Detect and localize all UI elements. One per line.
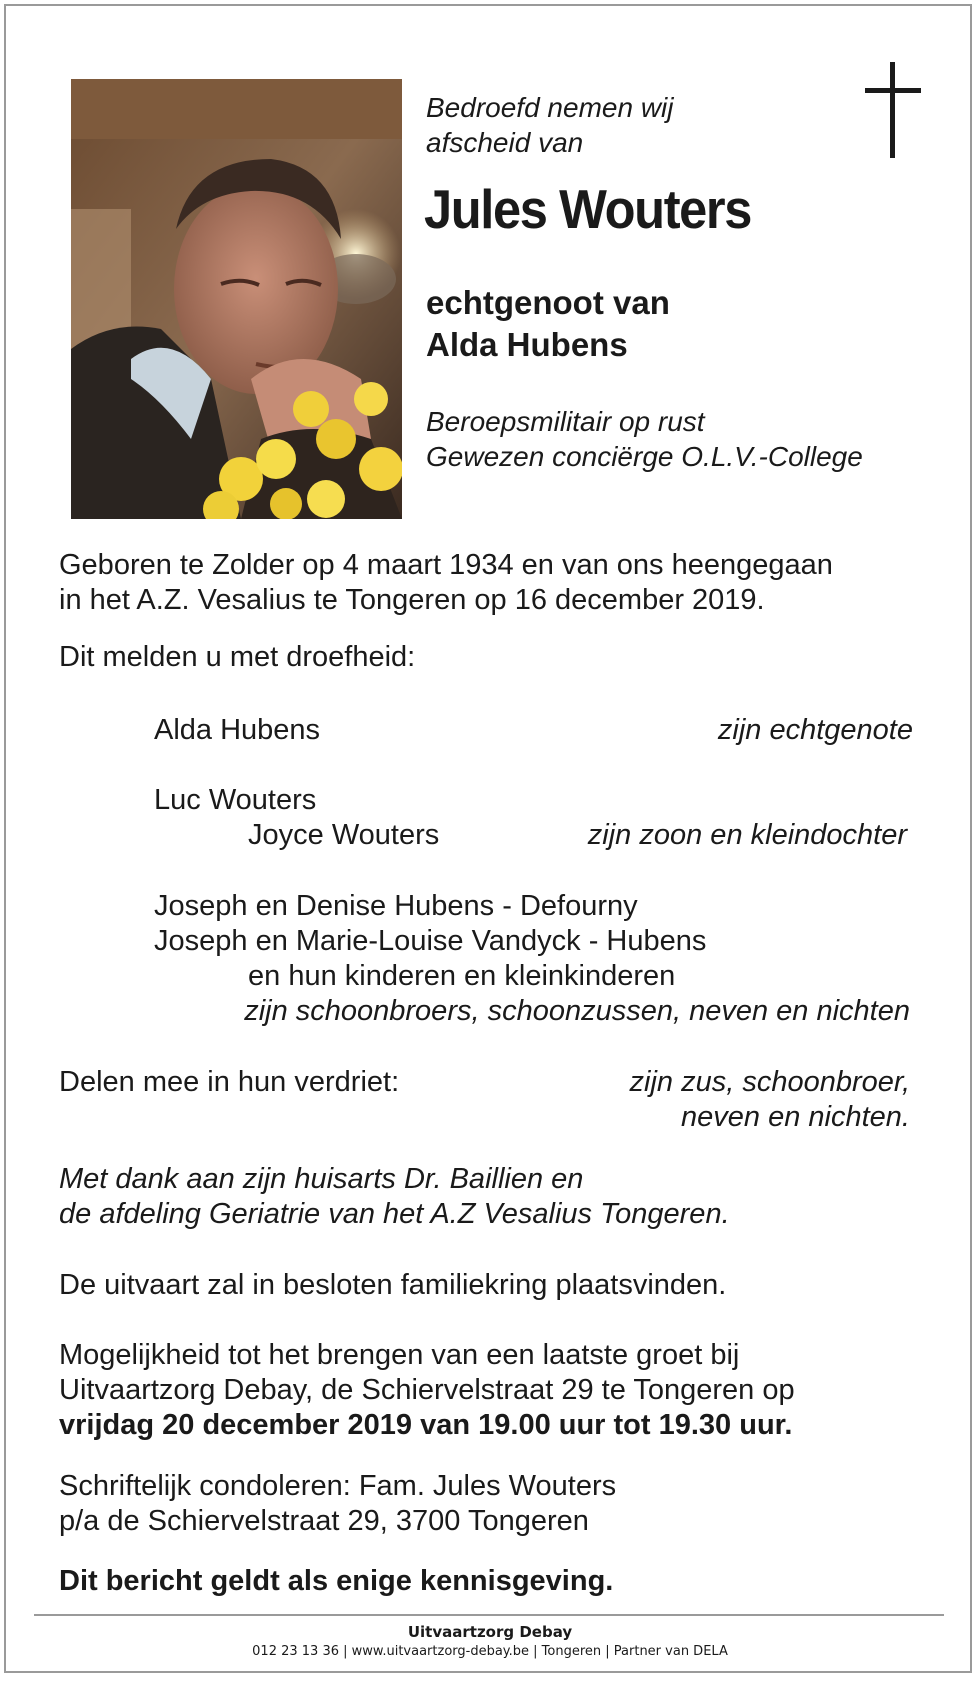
family-inlaws-line: Joseph en Denise Hubens - Defourny <box>154 890 638 922</box>
farewell-line: Mogelijkheid tot het brengen van een laatste groet bij <box>59 1339 740 1371</box>
birth-death-text <box>59 548 833 618</box>
profession-text <box>426 404 863 474</box>
profession-line: Gewezen conciërge O.L.V.-College <box>426 441 863 472</box>
notice-text: Dit bericht geldt als enige kennisgeving. <box>59 1565 614 1597</box>
thanks-line: de afdeling Geriatrie van het A.Z Vesalius Tongeren. <box>59 1198 730 1230</box>
share-role-line: zijn zus, schoonbroer, <box>629 1066 910 1098</box>
intro-line: afscheid van <box>426 127 584 158</box>
family-spouse-role: zijn echtgenote <box>717 714 913 746</box>
birth-line: in het A.Z. Vesalius te Tongeren op 16 december 2019. <box>59 584 765 616</box>
family-inlaws-line: Joseph en Marie-Louise Vandyck - Hubens <box>154 925 707 957</box>
family-son-name: Luc Wouters <box>154 784 317 816</box>
share-label: Delen mee in hun verdriet: <box>59 1066 400 1098</box>
spouse-line: echtgenoot van <box>426 284 670 321</box>
farewell-date: vrijdag 20 december 2019 van 19.00 uur tot 19.30 uur. <box>59 1409 793 1441</box>
footer-divider <box>34 1614 944 1616</box>
birth-line: Geboren te Zolder op 4 maart 1934 en van ons heengegaan <box>59 549 833 581</box>
condolence-text <box>59 1469 616 1539</box>
family-inlaws-line: en hun kinderen en kleinkinderen <box>248 960 676 992</box>
share-role <box>630 1065 910 1135</box>
intro-line: Bedroefd nemen wij <box>426 92 674 123</box>
thanks-line: Met dank aan zijn huisarts Dr. Baillien en <box>59 1163 584 1195</box>
portrait-illustration <box>71 79 402 519</box>
cross-icon <box>865 62 921 158</box>
share-role-line: neven en nichten. <box>681 1101 910 1133</box>
condolence-line: Schriftelijk condoleren: Fam. Jules Wouters <box>59 1470 617 1502</box>
family-granddaughter-name: Joyce Wouters <box>248 819 440 851</box>
footer-firm: Uitvaartzorg Debay <box>407 1623 573 1641</box>
deceased-name: Jules Wouters <box>424 178 752 240</box>
portrait-photo <box>71 79 402 519</box>
funeral-text: De uitvaart zal in besloten familiekring plaatsvinden. <box>59 1269 727 1301</box>
footer-info: 012 23 13 36 | www.uitvaartzorg-debay.be | Tongeren | Partner van DELA <box>252 1644 728 1659</box>
spouse-heading <box>426 282 670 366</box>
spouse-line: Alda Hubens <box>426 326 628 363</box>
announce-text: Dit melden u met droefheid: <box>59 641 416 673</box>
intro-text <box>426 90 673 160</box>
profession-line: Beroepsmilitair op rust <box>426 406 705 437</box>
condolence-line: p/a de Schiervelstraat 29, 3700 Tongeren <box>59 1505 589 1537</box>
farewell-line: Uitvaartzorg Debay, de Schiervelstraat 29 te Tongeren op <box>59 1374 795 1406</box>
family-spouse-name: Alda Hubens <box>154 714 321 746</box>
farewell-text <box>59 1338 795 1443</box>
family-son-role: zijn zoon en kleindochter <box>587 819 907 851</box>
family-inlaws-role: zijn schoonbroers, schoonzussen, neven en nichten <box>244 995 910 1027</box>
thanks-text <box>59 1162 730 1232</box>
